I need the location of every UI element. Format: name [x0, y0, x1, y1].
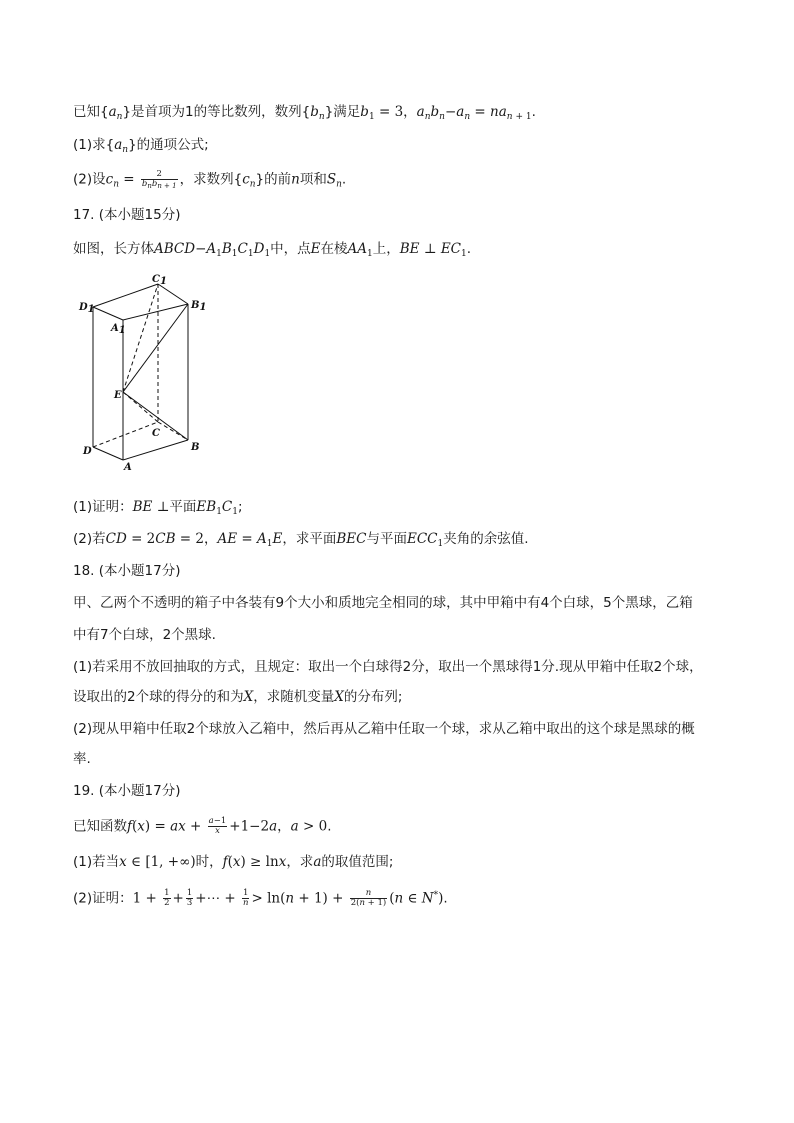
q16-p2-text-b: ，求数列{: [179, 171, 243, 188]
q17-stem: 如图，长方体$ABCD-A_1B_1C_1D_1$中，点E在棱$AA_1$上，BE ⊥ $EC_1$.: [73, 241, 472, 259]
q17-p2-text-d: 与平面: [366, 531, 407, 547]
hidden-segment-E-C1: [123, 284, 158, 392]
q18-p1-line1: (1)若采用不放回抽取的方式，且规定：取出一个白球得2分，取出一个黑球得1分.现从甲箱中任取2个球，: [73, 659, 703, 675]
q18-p1-text-b: ，求随机变量: [253, 689, 335, 705]
q16-part2: (2)设$c_n$ = $\frac{2}{b_nb_{n + 1}}$ ，求数列$\{c_n\}$的前n项和$S_n$.: [73, 169, 347, 190]
hidden-segment-E-C: [123, 392, 158, 422]
edge-D-A: [93, 447, 123, 460]
q18-stem-line1: 甲、乙两个不透明的箱子中各装有9个大小和质地完全相同的球，其中甲箱中有4个白球，5个黑球，乙箱: [73, 595, 693, 611]
q17-stem-end: .: [466, 241, 472, 257]
q17-part2: (2)若CD = 2CB = 2，AE = $A_1E$，求平面BEC与平面$ECC_1$夹角的余弦值.: [73, 531, 529, 549]
q19-p1-text-c: ，求: [286, 854, 314, 870]
label-D1: D1: [79, 302, 95, 315]
label-A1: A1: [111, 323, 126, 336]
q17-part1: (1)证明：BE ⊥平面$EB_1C_1$;: [73, 499, 243, 517]
q16-stem-text-b: }是首项为1的等比数列，数列{: [122, 104, 311, 120]
q19-p2-text-a: (2)证明：: [73, 890, 133, 907]
q17-stem-text-a: 如图，长方体: [73, 241, 154, 257]
q19-part2: (2)证明：1 + $\frac{1}{2}$ + $\frac{1}{3}$ +⋯ + $\frac{1}{n}$ > ln(n + 1) + $\frac{n}{2(n + 1)}$ (n ∈ N*).: [73, 888, 448, 908]
edge-A1-D1: [93, 307, 123, 320]
q19-p1-text-a: (1)若当: [73, 854, 120, 870]
q19-p1-text-b: 时，: [195, 854, 223, 870]
label-B: B: [191, 442, 200, 453]
q18-p1-text-c: 的分布列;: [343, 689, 403, 705]
q19-header: 19. (本小题17分): [73, 783, 181, 799]
q17-stem-text-c: 在棱: [320, 241, 348, 257]
q19-p2-end: .: [443, 890, 448, 907]
q17-p1-end: ;: [238, 499, 243, 515]
hidden-edge-C-B: [158, 422, 188, 440]
q16-p1-text-a: (1)求{: [73, 137, 115, 153]
edge-A-B: [123, 440, 188, 460]
q16-p1-text-b: }的通项公式;: [128, 137, 209, 153]
q17-p2-text-a: (2)若: [73, 531, 106, 547]
q19-stem-end: .: [327, 818, 332, 835]
q17-header: 17. (本小题15分): [73, 207, 181, 223]
label-D: D: [83, 446, 92, 457]
q19-fraction: $\frac{a-1}{x}$: [208, 816, 227, 836]
q18-header: 18. (本小题17分): [73, 563, 181, 579]
q16-stem: 已知$\{a_n\}$是首项为1的等比数列，数列$\{b_n\}$满足$b_1 = 3$，$a_nb_n-a_n = na_{n + 1}$.: [73, 104, 536, 122]
q17-p2-text-e: 夹角的余弦值.: [443, 531, 529, 547]
q18-p2-line2: 率.: [73, 751, 91, 767]
q17-p1-text-b: 平面: [169, 499, 197, 515]
q16-stem-text-a: 已知{: [73, 104, 109, 120]
q19-stem-text-a: 已知函数: [73, 818, 127, 835]
q16-p2-end: .: [341, 171, 347, 188]
q16-stem-text-d: ，: [403, 104, 417, 120]
q18-p2-line1: (2)现从甲箱中任取2个球放入乙箱中，然后再从乙箱中任取一个球，求从乙箱中取出的这个球是黑球的概: [73, 721, 695, 737]
q16-p2-text-a: (2)设: [73, 171, 106, 188]
label-C1: C1: [152, 274, 167, 287]
q19-p1-text-d: 的取值范围;: [321, 854, 394, 870]
q16-fraction: $\frac{2}{b_nb_{n + 1}}$: [141, 169, 177, 190]
q16-p2-text-d: 项和: [299, 171, 327, 188]
q17-p2-text-c: ，求平面: [282, 531, 337, 547]
q18-stem-line2: 中有7个白球，2个黑球.: [73, 627, 216, 643]
q19-stem: 已知函数f(x) = ax + $\frac{a-1}{x}$ +1−2a，a > 0.: [73, 816, 332, 836]
q17-p2-text-b: ，: [204, 531, 218, 547]
q16-p2-text-c: }的前: [255, 171, 292, 188]
q17-p1-text-a: (1)证明：: [73, 499, 133, 515]
edge-D1-C1: [93, 284, 158, 307]
hidden-edge-D-C: [93, 422, 158, 447]
q16-stem-text-c: }满足: [324, 104, 361, 120]
q16-stem-end: .: [531, 104, 536, 120]
q18-p1-text-a: 设取出的2个球的得分的和为: [73, 689, 244, 705]
q17-stem-text-b: 中，点: [270, 241, 311, 257]
cuboid-figure: [78, 272, 218, 472]
q19-part1: (1)若当x ∈ [1, +∞)时，f(x) ≥ lnx，求a的取值范围;: [73, 854, 394, 870]
q18-p1-line2: 设取出的2个球的得分的和为X，求随机变量X的分布列;: [73, 689, 403, 705]
label-C: C: [152, 428, 160, 439]
label-B1: B1: [191, 300, 207, 313]
label-E: E: [114, 390, 122, 401]
edge-C1-B1: [158, 284, 188, 304]
q16-part1: (1)求$\{a_n\}$的通项公式;: [73, 137, 209, 155]
q17-stem-text-d: 上，: [372, 241, 400, 257]
label-A: A: [124, 462, 132, 472]
